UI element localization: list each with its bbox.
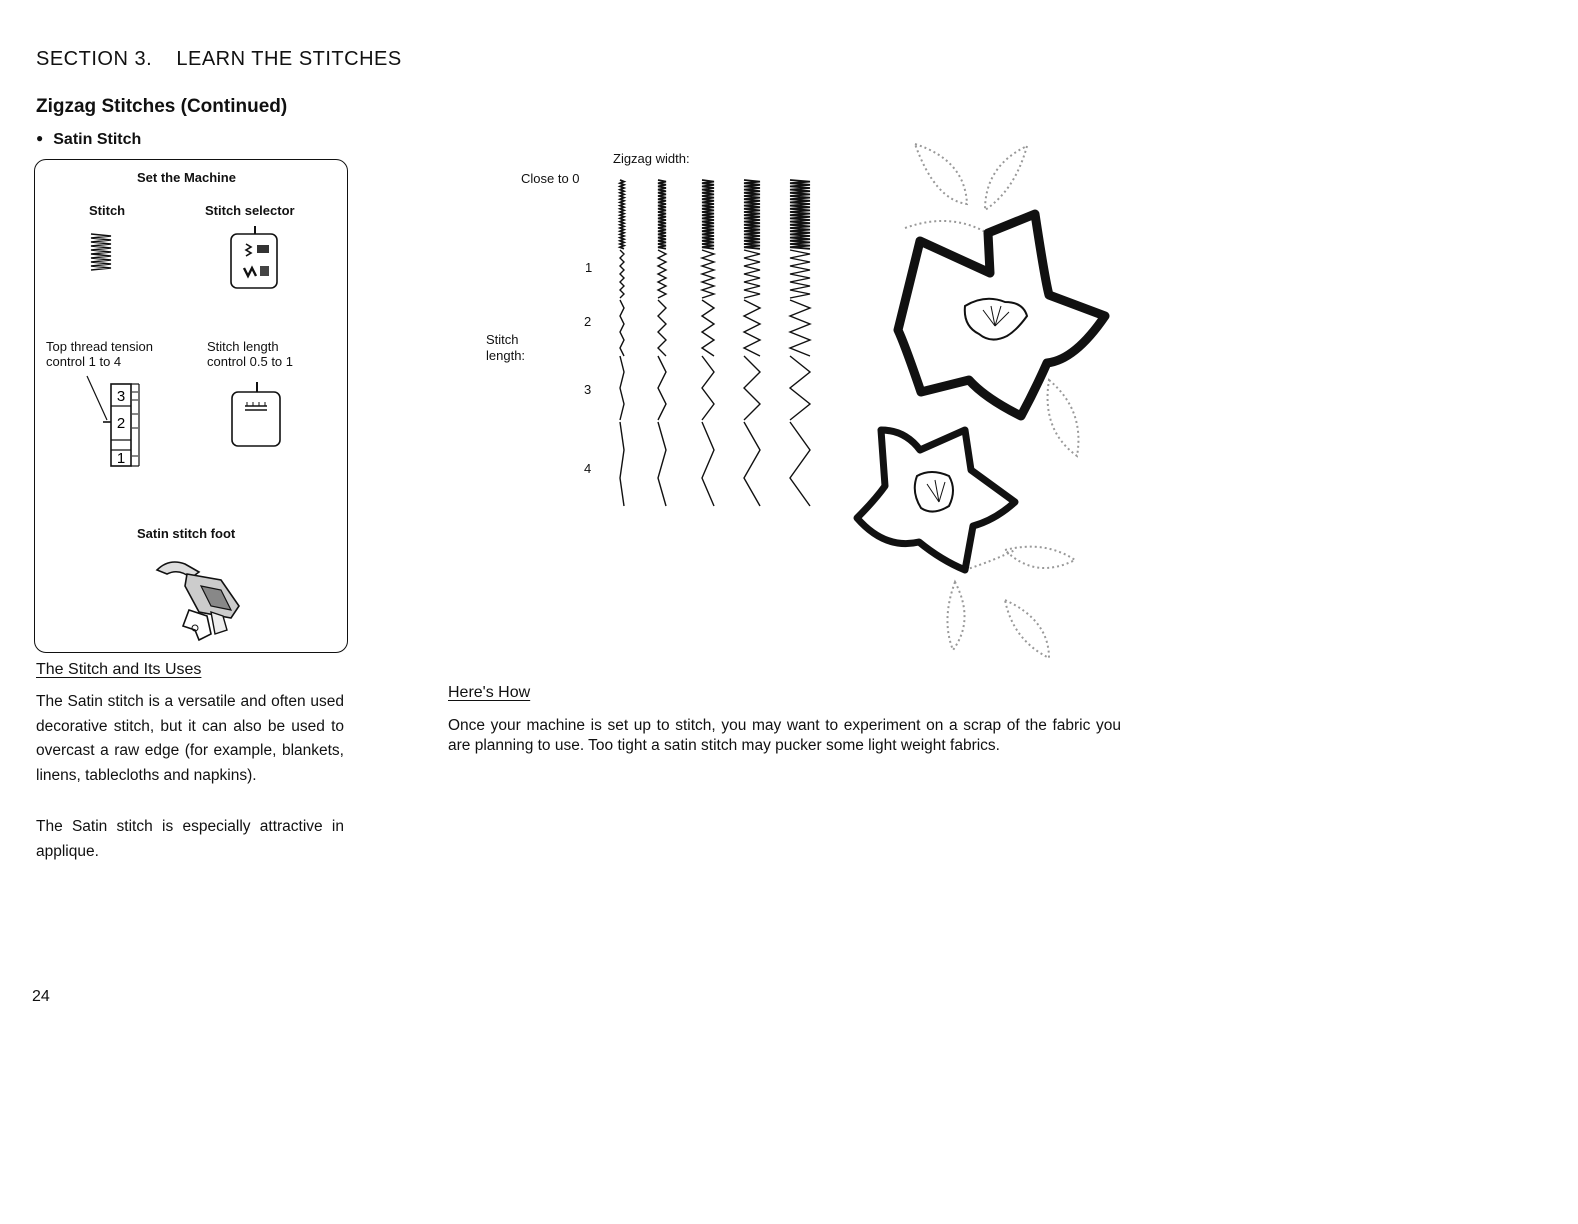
length-value-2: 2 xyxy=(584,314,592,329)
stitch-segment xyxy=(744,356,760,420)
length-value-1: 1 xyxy=(585,260,593,275)
heres-how-heading: Here's How xyxy=(448,684,531,701)
stitch-length-label-2: length: xyxy=(486,348,526,363)
stitch-length-label-1: Stitch xyxy=(486,332,519,347)
tension-label-line1: Top thread tension xyxy=(46,339,153,354)
tension-value-2: 2 xyxy=(116,415,126,432)
stitch-segment xyxy=(658,300,666,356)
stitch-segment xyxy=(702,356,714,420)
stitch-column-3 xyxy=(702,180,714,506)
stitch-segment xyxy=(744,422,760,506)
uses-paragraph-1: The Satin stitch is a versatile and often used decorative stitch, but it can also be used to overcast a raw edge (for example, blankets, linens, tablecloths and napkins). xyxy=(36,693,344,784)
stitch-column-2 xyxy=(658,180,666,506)
stitch-uses-heading: The Stitch and Its Uses xyxy=(36,661,202,678)
stitch-column-1 xyxy=(620,180,624,506)
stitch-segment xyxy=(744,180,760,249)
stitch-segment xyxy=(702,300,714,356)
length-value-4: 4 xyxy=(584,461,592,476)
applique-flowers-illustration xyxy=(845,130,1135,670)
satin-stitch-foot-icon xyxy=(151,556,247,644)
stitch-segment xyxy=(790,422,810,506)
set-machine-heading: Set the Machine xyxy=(137,170,236,185)
stitch-segment xyxy=(702,422,714,506)
stitch-segment xyxy=(658,422,666,506)
page-number: 24 xyxy=(32,988,50,1005)
stitch-segment xyxy=(790,356,810,420)
stitch-segment xyxy=(620,356,624,420)
uses-paragraph-2: The Satin stitch is especially attractive in applique. xyxy=(36,818,344,860)
subheading-text: Satin Stitch xyxy=(53,131,142,148)
stitch-sample-chart xyxy=(600,160,850,540)
stitch-segment xyxy=(658,356,666,420)
stitch-segment xyxy=(620,250,624,298)
stitch-segment xyxy=(702,250,714,298)
tension-label-line2: control 1 to 4 xyxy=(46,354,122,369)
stitch-selector-icon xyxy=(229,224,281,292)
stitch-label: Stitch xyxy=(89,203,126,218)
stitch-segment xyxy=(790,250,810,298)
bullet-icon: ● xyxy=(36,131,44,145)
stitch-segment xyxy=(620,180,624,249)
satin-foot-label: Satin stitch foot xyxy=(137,526,236,541)
machine-settings-box xyxy=(34,159,348,653)
tension-dial-icon xyxy=(83,370,147,470)
stitch-column-5 xyxy=(790,180,810,506)
satin-stitch-icon xyxy=(89,232,113,272)
section-title xyxy=(36,48,402,71)
zigzag-width-label: Zigzag width: xyxy=(613,151,690,166)
section-number: SECTION 3. xyxy=(36,48,153,70)
how-to-paragraph: Once your machine is set up to stitch, you may want to experiment on a scrap of the fabric you are planning to use. Too tight a satin stitch may pucker some light weight fabrics. xyxy=(448,717,1121,754)
stitch-selector-label: Stitch selector xyxy=(205,203,295,218)
stitch-segment xyxy=(744,300,760,356)
stitch-column-4 xyxy=(744,180,760,506)
close-to-zero-label: Close to 0 xyxy=(521,171,580,186)
stitch-segment xyxy=(658,180,666,249)
section-name: LEARN THE STITCHES xyxy=(176,48,402,70)
stitch-segment xyxy=(790,180,810,249)
stitch-segment xyxy=(620,300,624,356)
stitch-segment xyxy=(702,180,714,249)
length-value-3: 3 xyxy=(584,382,592,397)
stitch-length-label-line1: Stitch length xyxy=(207,339,279,354)
stitch-segment xyxy=(658,250,666,298)
stitch-segment xyxy=(790,300,810,356)
stitch-segment xyxy=(620,422,624,506)
stitch-length-dial-icon xyxy=(229,380,281,448)
tension-value-1: 1 xyxy=(116,450,126,467)
stitch-segment xyxy=(744,250,760,298)
stitch-length-label-line2: control 0.5 to 1 xyxy=(207,354,293,369)
subheading xyxy=(36,131,141,149)
tension-value-3: 3 xyxy=(116,388,126,405)
page-title: Zigzag Stitches (Continued) xyxy=(36,96,288,117)
